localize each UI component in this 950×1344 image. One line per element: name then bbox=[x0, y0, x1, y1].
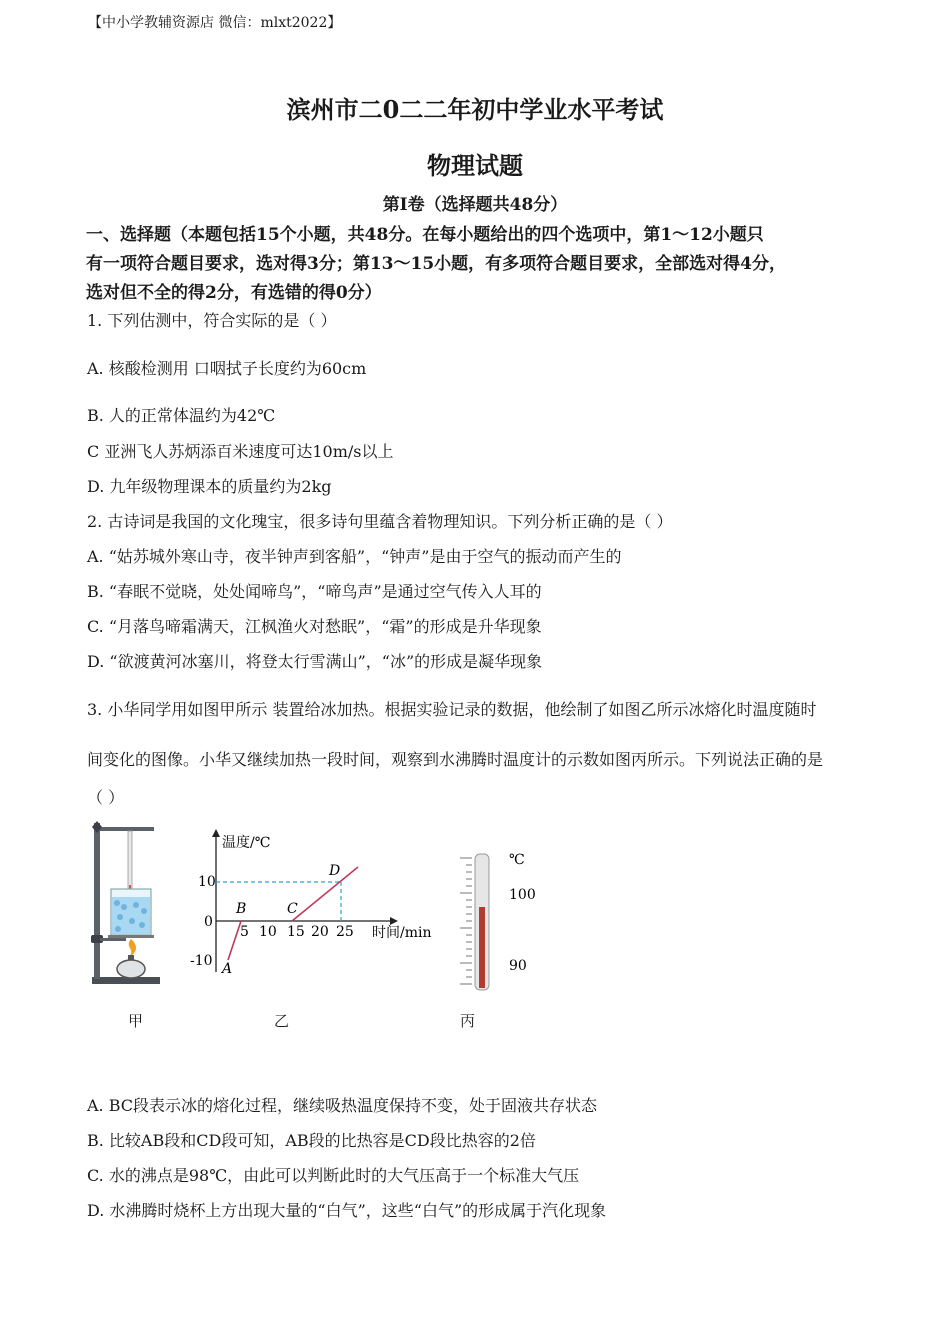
q2-option-a: A. “姑苏城外寒山寺，夜半钟声到客船”，“钟声”是由于空气的振动而产生的 bbox=[87, 547, 622, 566]
temperature-graph bbox=[186, 827, 438, 982]
point-d: D bbox=[329, 863, 341, 879]
q3-stem-1: 3. 小华同学用如图甲所示 装置给冰加热。根据实验记录的数据，他绘制了如图乙所示冰熔化时温度随时 bbox=[87, 700, 817, 719]
thermometer-unit: ℃ bbox=[509, 852, 525, 868]
exam-part: 第Ⅰ卷（选择题共48分） bbox=[382, 195, 568, 215]
q1-option-a: A. 核酸检测用 口咽拭子长度约为60cm bbox=[87, 359, 367, 378]
q2-option-d: D. “欲渡黄河冰塞川，将登太行雪满山”，“冰”的形成是凝华现象 bbox=[87, 652, 543, 671]
x-tick-5: 5 bbox=[240, 924, 249, 940]
segment-cd bbox=[292, 867, 358, 921]
alcohol-lamp bbox=[117, 955, 145, 978]
q1-option-c: C 亚洲飞人苏炳添百米速度可达10m/s以上 bbox=[87, 442, 394, 461]
x-tick-20: 20 bbox=[311, 924, 329, 940]
q3-option-a: A. BC段表示冰的熔化过程，继续吸热温度保持不变，处于固液共存状态 bbox=[87, 1096, 598, 1115]
q3-option-d: D. 水沸腾时烧杯上方出现大量的“白气”，这些“白气”的形成属于汽化现象 bbox=[87, 1201, 607, 1220]
q2-stem: 2. 古诗词是我国的文化瑰宝，很多诗句里蕴含着物理知识。下列分析正确的是（ ） bbox=[87, 512, 673, 531]
q2-option-b: B. “春眠不觉晓，处处闻啼鸟”，“啼鸟声”是通过空气传入人耳的 bbox=[87, 582, 542, 601]
watermark: 【中小学教辅资源店 微信：mlxt2022】 bbox=[88, 15, 342, 31]
point-b: B bbox=[236, 901, 247, 917]
point-a: A bbox=[222, 961, 233, 977]
x-axis-arrow bbox=[390, 917, 398, 925]
q3-stem-3: （ ） bbox=[87, 788, 125, 807]
point-c: C bbox=[287, 901, 298, 917]
y-tick-0: 0 bbox=[204, 914, 213, 930]
flame bbox=[129, 939, 136, 957]
graph-ylabel: 温度/℃ bbox=[222, 835, 271, 851]
beaker bbox=[111, 889, 151, 935]
apparatus-figure bbox=[84, 815, 170, 990]
q3-option-c: C. 水的沸点是98℃，由此可以判断此时的大气压高于一个标准大气压 bbox=[87, 1166, 580, 1185]
exam-title: 滨州市二0二二年初中学业水平考试 bbox=[286, 95, 664, 124]
q3-stem-2: 间变化的图像。小华又继续加热一段时间，观察到水沸腾时温度计的示数如图丙所示。下列说法正确的是 bbox=[87, 750, 824, 769]
x-tick-10: 10 bbox=[259, 924, 277, 940]
section-instructions-2: 有一项符合题目要求，选对得3分；第13～15小题，有多项符合题目要求，全部选对得4分， bbox=[86, 254, 786, 274]
caption-bing: 丙 bbox=[460, 1012, 476, 1030]
graph-xlabel: 时间/min bbox=[372, 925, 432, 941]
section-instructions-1: 一、选择题（本题包括15个小题，共48分。在每小题给出的四个选项中，第1～12小题只 bbox=[86, 225, 764, 245]
y-axis-arrow bbox=[212, 829, 220, 837]
q1-stem: 1. 下列估测中，符合实际的是（ ） bbox=[87, 311, 337, 330]
q2-option-c: C. “月落鸟啼霜满天，江枫渔火对愁眠”，“霜”的形成是升华现象 bbox=[87, 617, 542, 636]
gauze bbox=[108, 935, 154, 938]
thermometer-label-100: 100 bbox=[509, 887, 536, 903]
exam-subject: 物理试题 bbox=[427, 151, 523, 180]
q1-option-d: D. 九年级物理课本的质量约为2kg bbox=[87, 477, 332, 496]
y-tick-neg10: -10 bbox=[190, 953, 213, 969]
thermometer-figure bbox=[452, 848, 542, 994]
thermometer-scale bbox=[460, 858, 472, 984]
y-tick-10: 10 bbox=[198, 874, 216, 890]
caption-jia: 甲 bbox=[128, 1012, 144, 1030]
q3-option-b: B. 比较AB段和CD段可知，AB段的比热容是CD段比热容的2倍 bbox=[87, 1131, 536, 1150]
x-tick-15: 15 bbox=[287, 924, 305, 940]
x-tick-25: 25 bbox=[336, 924, 354, 940]
q1-option-b: B. 人的正常体温约为42℃ bbox=[87, 406, 276, 425]
mercury-column bbox=[479, 907, 485, 988]
segment-ab bbox=[228, 921, 241, 960]
caption-yi: 乙 bbox=[274, 1012, 290, 1030]
thermometer-label-90: 90 bbox=[509, 958, 527, 974]
section-instructions-3: 选对但不全的得2分，有选错的得0分） bbox=[86, 283, 382, 303]
